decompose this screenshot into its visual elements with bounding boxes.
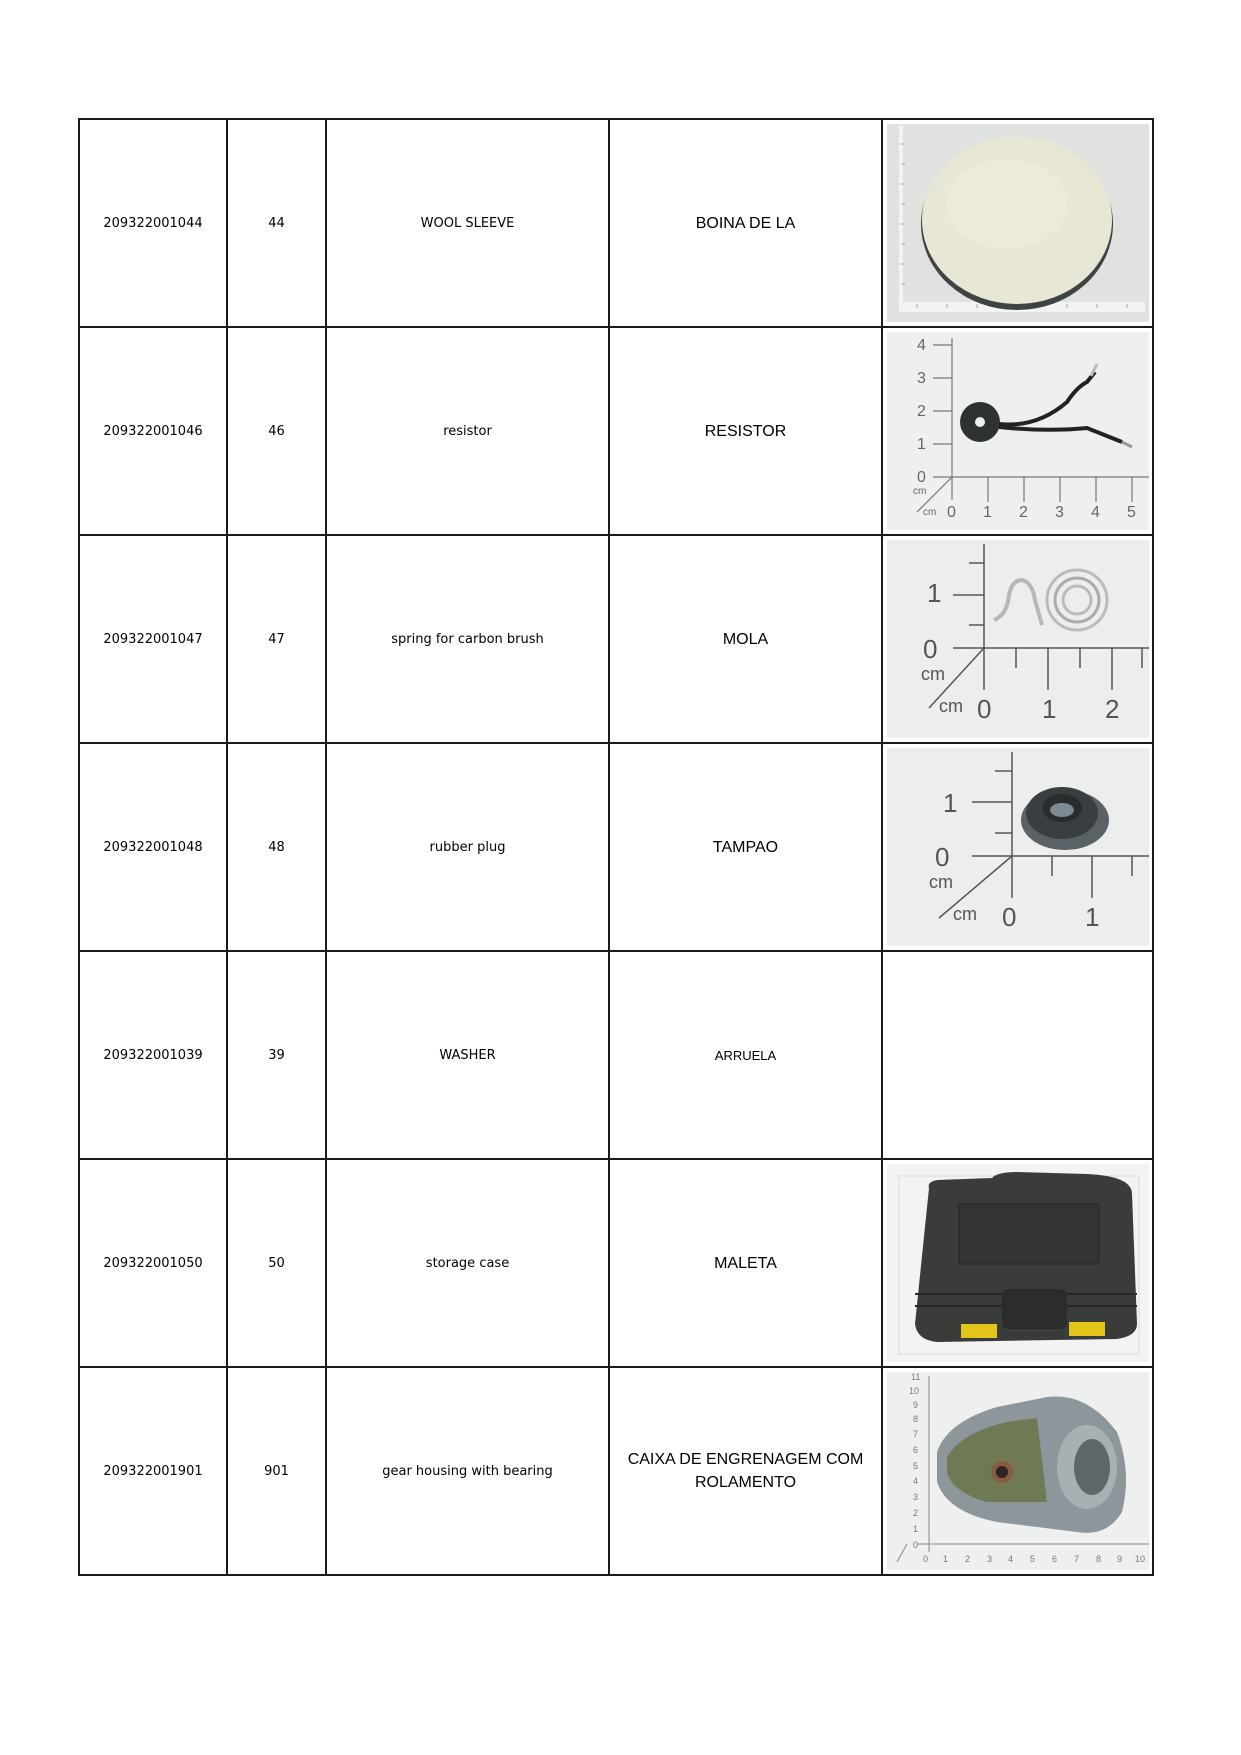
scale-y-7: 7 bbox=[912, 1429, 918, 1439]
table-row bbox=[79, 951, 1153, 1159]
scale-y-3: 3 bbox=[912, 1492, 918, 1502]
scale-y-6: 6 bbox=[912, 1445, 918, 1455]
scale-y-11: 11 bbox=[910, 1372, 920, 1382]
table-row bbox=[79, 119, 1153, 327]
part-image-cell bbox=[882, 119, 1153, 327]
part-code: 209322001050 bbox=[79, 1159, 227, 1367]
scale-y-5: 5 bbox=[912, 1461, 918, 1471]
part-image-cell bbox=[882, 743, 1153, 951]
table-row bbox=[79, 1159, 1153, 1367]
scale-unit: cm bbox=[920, 664, 945, 684]
scale-x-9: 9 bbox=[1116, 1554, 1122, 1564]
scale-x-0: 0 bbox=[946, 504, 956, 521]
resistor-photo bbox=[887, 332, 1149, 530]
scale-y-2: 2 bbox=[912, 1508, 918, 1518]
scale-y-0: 0 bbox=[916, 469, 926, 486]
scale-y-0: 0 bbox=[912, 1540, 918, 1550]
position-number: 44 bbox=[227, 119, 326, 327]
table-row bbox=[79, 1367, 1153, 1575]
rubber-plug-photo bbox=[887, 748, 1149, 946]
part-code: 209322001901 bbox=[79, 1367, 227, 1575]
scale-y-4: 4 bbox=[912, 1476, 918, 1486]
scale-x-5: 5 bbox=[1126, 504, 1136, 521]
part-image-cell bbox=[882, 1367, 1153, 1575]
part-name-pt: MOLA bbox=[609, 535, 882, 743]
scale-unit: cm bbox=[952, 904, 977, 924]
scale-x-10: 10 bbox=[1134, 1554, 1145, 1564]
scale-y-1: 1 bbox=[942, 788, 957, 818]
scale-x-2: 2 bbox=[1104, 694, 1119, 724]
part-name-en: rubber plug bbox=[326, 743, 609, 951]
scale-y-1: 1 bbox=[912, 1524, 918, 1534]
part-image-cell bbox=[882, 1159, 1153, 1367]
scale-y-3: 3 bbox=[916, 370, 926, 387]
scale-x-5: 5 bbox=[1029, 1554, 1035, 1564]
part-name-pt: MALETA bbox=[609, 1159, 882, 1367]
scale-x-3: 3 bbox=[1054, 504, 1064, 521]
position-number: 50 bbox=[227, 1159, 326, 1367]
scale-x-1: 1 bbox=[942, 1554, 948, 1564]
scale-x-1: 1 bbox=[1084, 902, 1099, 932]
part-name-en: gear housing with bearing bbox=[326, 1367, 609, 1575]
scale-x-0: 0 bbox=[976, 694, 991, 724]
scale-y-2: 2 bbox=[916, 403, 926, 420]
scale-y-4: 4 bbox=[916, 337, 926, 354]
part-code: 209322001047 bbox=[79, 535, 227, 743]
part-code: 209322001044 bbox=[79, 119, 227, 327]
scale-unit: cm bbox=[912, 486, 926, 497]
scale-x-1: 1 bbox=[1041, 694, 1056, 724]
position-number: 48 bbox=[227, 743, 326, 951]
parts-table bbox=[78, 118, 1154, 1576]
wool-sleeve-photo bbox=[887, 124, 1149, 322]
scale-x-4: 4 bbox=[1007, 1554, 1013, 1564]
scale-y-1: 1 bbox=[916, 436, 926, 453]
scale-x-0: 0 bbox=[922, 1554, 928, 1564]
gear-housing-photo bbox=[887, 1372, 1149, 1570]
position-number: 901 bbox=[227, 1367, 326, 1575]
table-row bbox=[79, 535, 1153, 743]
scale-x-2: 2 bbox=[1018, 504, 1028, 521]
position-number: 47 bbox=[227, 535, 326, 743]
part-name-pt: ARRUELA bbox=[609, 951, 882, 1159]
scale-x-8: 8 bbox=[1095, 1554, 1101, 1564]
storage-case-photo bbox=[887, 1164, 1149, 1362]
part-name-pt: CAIXA DE ENGRENAGEM COM ROLAMENTO bbox=[609, 1367, 882, 1575]
table-row bbox=[79, 743, 1153, 951]
scale-y-8: 8 bbox=[912, 1414, 918, 1424]
scale-y-1: 1 bbox=[926, 578, 941, 608]
part-name-en: spring for carbon brush bbox=[326, 535, 609, 743]
part-code: 209322001048 bbox=[79, 743, 227, 951]
part-name-en: storage case bbox=[326, 1159, 609, 1367]
scale-unit: cm bbox=[922, 507, 936, 518]
scale-y-10: 10 bbox=[908, 1386, 919, 1396]
position-number: 46 bbox=[227, 327, 326, 535]
part-name-pt: TAMPAO bbox=[609, 743, 882, 951]
position-number: 39 bbox=[227, 951, 326, 1159]
part-name-en: WOOL SLEEVE bbox=[326, 119, 609, 327]
scale-y-9: 9 bbox=[912, 1400, 918, 1410]
scale-unit: cm bbox=[938, 696, 963, 716]
scale-x-1: 1 bbox=[982, 504, 992, 521]
part-code: 209322001046 bbox=[79, 327, 227, 535]
scale-x-7: 7 bbox=[1073, 1554, 1079, 1564]
spring-photo bbox=[887, 540, 1149, 738]
scale-x-0: 0 bbox=[1001, 902, 1016, 932]
table-row bbox=[79, 327, 1153, 535]
part-code: 209322001039 bbox=[79, 951, 227, 1159]
scale-x-2: 2 bbox=[964, 1554, 970, 1564]
part-name-pt: BOINA DE LA bbox=[609, 119, 882, 327]
scale-x-4: 4 bbox=[1090, 504, 1100, 521]
scale-y-0: 0 bbox=[934, 842, 949, 872]
part-name-en: resistor bbox=[326, 327, 609, 535]
part-image-cell bbox=[882, 327, 1153, 535]
scale-y-0: 0 bbox=[922, 634, 937, 664]
part-name-en: WASHER bbox=[326, 951, 609, 1159]
scale-unit: cm bbox=[928, 872, 953, 892]
scale-x-3: 3 bbox=[986, 1554, 992, 1564]
part-name-pt: RESISTOR bbox=[609, 327, 882, 535]
scale-x-6: 6 bbox=[1051, 1554, 1057, 1564]
part-image-cell-empty bbox=[882, 951, 1153, 1159]
part-image-cell bbox=[882, 535, 1153, 743]
